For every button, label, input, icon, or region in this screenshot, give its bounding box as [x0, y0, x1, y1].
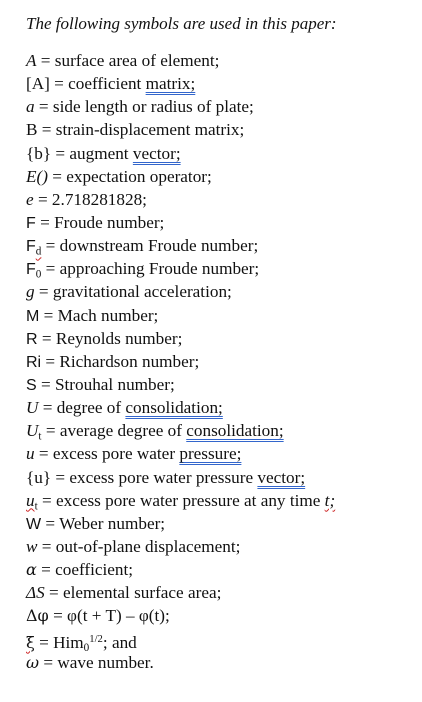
symbol-row	[26, 234, 416, 257]
symbol-definition: = approaching Froude number;	[41, 259, 260, 279]
definition-underlined-word: matrix;	[145, 74, 196, 94]
symbol: e	[26, 189, 34, 209]
symbol-row	[26, 651, 416, 674]
symbol-row	[26, 257, 416, 280]
symbol-definition: = out-of-plane displacement;	[37, 536, 241, 556]
symbol-definition: = Mach number;	[39, 305, 159, 325]
symbol: ω	[26, 652, 40, 672]
definition-superscript: 1/2	[89, 633, 103, 645]
symbol-row	[26, 211, 416, 234]
symbol-row	[26, 118, 416, 141]
symbol: R	[26, 330, 38, 348]
symbol: g	[26, 282, 35, 302]
symbol: B	[26, 120, 38, 140]
symbol-row	[26, 373, 416, 396]
symbol-row	[26, 466, 416, 489]
symbol-definition: = side length or radius of plate;	[34, 97, 254, 117]
symbol-subscript: t	[38, 430, 42, 443]
symbol: U	[26, 421, 39, 441]
symbol-definition: = Strouhal number;	[36, 374, 175, 394]
symbol: Ri	[26, 353, 42, 371]
notation-list	[26, 49, 416, 674]
symbol-row	[26, 165, 416, 188]
symbol: S	[26, 376, 37, 394]
symbol: w	[26, 536, 38, 556]
definition-subscript: 0	[83, 641, 90, 654]
symbol: ΔS	[26, 583, 45, 603]
symbol-row	[26, 280, 416, 303]
symbol-definition: = strain-displacement matrix;	[37, 120, 245, 140]
symbol: U	[26, 398, 39, 418]
symbol-row	[26, 327, 416, 350]
symbol-definition: = Weber number;	[41, 513, 166, 533]
symbol-row	[26, 442, 416, 465]
symbol: α	[26, 560, 37, 580]
definition-underlined-word: pressure;	[179, 444, 242, 464]
symbol-row	[26, 558, 416, 581]
symbol-row	[26, 95, 416, 118]
symbol: a	[26, 97, 35, 117]
symbol: M	[26, 307, 40, 325]
symbol: A	[26, 51, 37, 70]
symbol-definition: = average degree of	[41, 421, 187, 441]
definition-underlined-word: vector;	[132, 143, 181, 163]
symbol-definition: = augment	[51, 143, 133, 163]
definition-tail: ; and	[102, 632, 137, 652]
symbol-definition: = excess pore water	[34, 444, 180, 464]
symbol-definition: = degree of	[38, 398, 126, 418]
symbol-definition: = downstream Froude number;	[41, 236, 259, 256]
symbol-row	[26, 419, 416, 442]
notation-heading: The following symbols are used in this paper:	[26, 14, 337, 33]
symbol-definition: = φ(t + T) – φ(t);	[48, 606, 170, 626]
symbol-definition: = expectation operator;	[47, 166, 212, 186]
symbol: {b}	[26, 143, 52, 163]
symbol: ξ	[26, 632, 35, 652]
definition-tail: t;	[324, 490, 336, 510]
symbol: [A]	[26, 74, 50, 94]
symbol-definition: = elemental surface area;	[44, 583, 222, 603]
symbol-definition: = Him	[34, 632, 84, 652]
symbol-row	[26, 350, 416, 373]
symbol-row	[26, 628, 416, 654]
symbol-row	[26, 396, 416, 419]
symbol-definition: = 2.718281828;	[33, 189, 147, 209]
definition-underlined-word: consolidation;	[125, 398, 223, 418]
symbol-definition: = Reynolds number;	[37, 328, 183, 348]
symbol-definition: = coefficient;	[36, 560, 134, 580]
symbol-row	[26, 604, 416, 627]
definition-underlined-word: vector;	[257, 467, 306, 487]
symbol-row	[26, 72, 416, 95]
symbol: Δφ	[26, 606, 49, 626]
symbol-subscript: d	[35, 245, 42, 258]
symbol: F	[26, 261, 36, 279]
symbol: W	[26, 515, 42, 533]
symbol-row	[26, 489, 416, 512]
symbol-definition: = coefficient	[49, 74, 146, 94]
symbol-definition: = gravitational acceleration;	[34, 282, 232, 302]
symbol: F	[26, 214, 36, 232]
symbol-row	[26, 512, 416, 535]
symbol: E()	[26, 166, 48, 186]
symbol: {u}	[26, 467, 52, 487]
symbol-subscript: 0	[35, 268, 42, 281]
symbol-definition: = wave number.	[39, 652, 154, 672]
symbol-definition: = Richardson number;	[41, 351, 200, 371]
symbol-row	[26, 49, 416, 72]
symbol: F	[26, 238, 36, 256]
symbol-row	[26, 188, 416, 211]
symbol-subscript: t	[34, 500, 38, 513]
symbol-definition: = Froude number;	[35, 212, 165, 232]
symbol-definition: = excess pore water pressure	[51, 467, 258, 487]
symbol-row	[26, 304, 416, 327]
symbol-row	[26, 581, 416, 604]
symbol-definition: = excess pore water pressure at any time	[37, 490, 325, 510]
definition-underlined-word: consolidation;	[186, 421, 284, 441]
symbol: u	[26, 444, 35, 464]
symbol-definition: = surface area of element;	[36, 51, 220, 70]
symbol-row	[26, 142, 416, 165]
symbol: u	[26, 490, 35, 510]
symbol-row	[26, 535, 416, 558]
